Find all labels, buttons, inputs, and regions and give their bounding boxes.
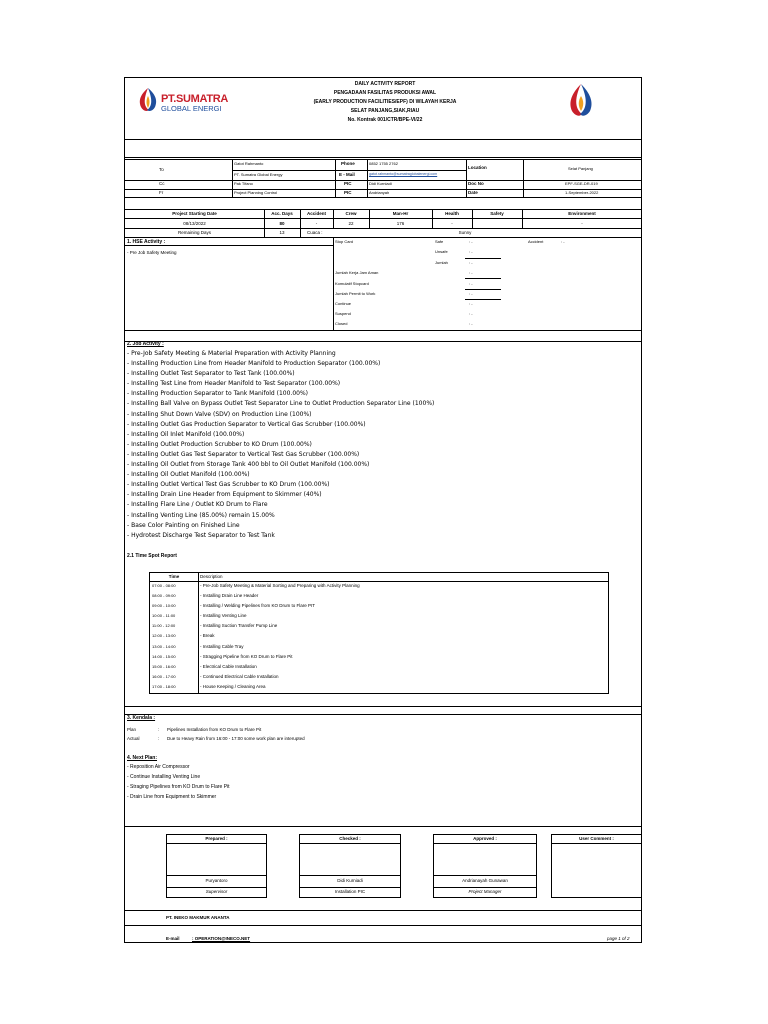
plan-label: Plan (127, 727, 137, 732)
prepared-role: Supervisor (205, 889, 228, 894)
user-comment-header: User Comment : (579, 836, 614, 841)
next-plan-title: 4. Next Plan: (127, 755, 158, 761)
timespot-table (149, 572, 609, 694)
date-value: 1-September-2022 (565, 190, 599, 195)
table-row: 07:00 - 08:00 - Pre-Job Safety Meeting & Material Sorting and Preparing with Activity Planning (152, 583, 360, 588)
accident-value: : - (561, 239, 565, 244)
list-item: - Installing Shut Down Valve (SDV) on Production Line (100%) (127, 410, 312, 418)
list-item: - Installing Flare Line / Outlet KO Drum to Flare (127, 501, 268, 509)
stat-value: : - (469, 291, 473, 296)
hdr-acc-days: Acc. Days (271, 211, 293, 216)
title-line-5: No. Kontrak 001/CTR/BPE-VI/22 (347, 117, 423, 123)
list-item: - Installing Outlet Vertical Test Gas Scrubber to KO Drum (100.00%) (127, 481, 330, 489)
pic-value-2: Andrianyah (369, 190, 390, 195)
unsafe-label: Unsafe (435, 249, 448, 254)
stat-label: Closed (335, 321, 348, 326)
table-row: 14:00 - 15:00 - Stragging Pipeline from KO Drum to Flare Pit (152, 653, 293, 659)
hdr-crew: Crew (345, 211, 357, 216)
location-label: Location (468, 165, 487, 170)
pic-label-1: PIC (344, 181, 352, 186)
cc-value: Pak Tifano (234, 181, 253, 186)
stat-label: Jumlah Permit to Work (335, 291, 376, 296)
prepared-name: Puryantoro (205, 878, 228, 883)
hse-title: 1. HSE Activity : (127, 239, 166, 245)
list-item: - Installing Outlet Gas Test Separator to Vertical Test Gas Scrubber (100.00%) (127, 450, 360, 458)
title-line-1: DAILY ACTIVITY REPORT (354, 81, 416, 87)
desc-header: Description (200, 574, 223, 579)
docno-value: EPF-SGE-DR-019 (565, 181, 598, 186)
remaining-days-label: Remaining Days (177, 230, 211, 235)
table-row: 11:00 - 12:00 - Installing Suction Transfer Pump Line (152, 623, 278, 629)
table-row: 15:00 - 16:00 - Electrical Cable Installation (152, 663, 257, 669)
hse-item: - Pre Job Safety Meeting (127, 250, 177, 255)
list-item: - Base Color Painting on Finished Line (127, 521, 240, 529)
to-value-1: Gatot Rahmanto (234, 161, 264, 166)
list-item: - Installing Ball Valve on Bypass Outlet Test Separator Line to Outlet Production Separator Line (100%) (127, 400, 435, 408)
phone-label: Phone (341, 161, 355, 166)
client-logo-icon (566, 84, 596, 120)
safe-value: : - (469, 239, 473, 244)
date-colon: : (523, 190, 525, 195)
list-item: - Installing Oil Outlet Manifold (100.00%) (127, 471, 250, 479)
docno-label: Doc No (468, 181, 484, 186)
list-item: - Installing Production Separator to Tank Manifold (100.00%) (127, 390, 309, 398)
list-item: - Reposition Air Compressor (127, 764, 190, 770)
list-item: - Installing Venting Line (85.00%) remain 15.00% (127, 511, 275, 519)
hdr-health: Health (445, 211, 459, 216)
plan-value: Pipelines Installation from KO Drum to Flare Pit (167, 727, 262, 732)
unsafe-value: : - (469, 249, 473, 254)
job-title: 2. Job Activity : (127, 341, 164, 347)
stat-label: Continue (335, 301, 352, 306)
title-line-2: PENGADAAN FASILITAS PRODUKSI AWAL (333, 90, 437, 96)
signature-checked (299, 834, 401, 898)
cuaca-label: Cuaca : (307, 230, 323, 235)
val-accident: - (315, 221, 318, 226)
time-header: Time (168, 574, 180, 579)
page-number: page 1 of 2 (607, 936, 630, 941)
footer-email-link[interactable]: : OPERATION@INECO.NET (192, 936, 251, 941)
date-label: Date (468, 190, 478, 195)
fr-value: Project Planning Control (234, 190, 278, 195)
footer-company: PT. INEKO MAKMUR ANANTA (166, 915, 230, 920)
hdr-start-date: Project Starting Date (172, 211, 217, 216)
kendala-title: 3. Kendala : (127, 715, 156, 721)
approved-name: Andrianayah Gunawan (462, 878, 508, 883)
accident-label: Accident (528, 239, 544, 244)
list-item: - Pre-Job Safety Meeting & Material Preparation with Activity Planning (127, 350, 336, 357)
actual-value: Due to Heavy Rain from 16:00 - 17:00 some work plan are interupted (167, 736, 305, 741)
list-item: - Installing Outlet Gas Production Separator to Vertical Gas Scrubber (100.00%) (127, 420, 366, 428)
jumlah-label: Jumlah (435, 260, 448, 265)
list-item: - Installing Oil Inlet Manifold (100.00%) (127, 430, 245, 438)
title-line-4: SELAT PANJANG,SIAK,RIAU (350, 108, 420, 114)
approved-role: Project Manager (468, 889, 502, 894)
plan-colon: : (158, 727, 160, 732)
email-label: E - Mail (339, 172, 355, 177)
val-acc-days: 80 (279, 221, 285, 226)
location-colon: : (523, 165, 525, 170)
remaining-days-value: 13 (279, 230, 285, 235)
list-item: - Installing Oil Outlet from Storage Tank 400 bbl to Oil Outlet Manifold (100.00%) (127, 461, 370, 469)
hdr-accident: Accident (306, 211, 326, 216)
logo-sub: GLOBAL ENERGI (161, 104, 222, 113)
table-row: 09:00 - 10:00 - Installing / Welding Pipelines from KO Drum to Flare PIT (152, 603, 315, 609)
user-comment-box (551, 834, 642, 898)
stat-value: : - (469, 301, 473, 306)
to-label: To (159, 167, 164, 172)
stop-card-label: Stop Card (335, 239, 354, 244)
phone-value: 0852 1755 2762 (369, 161, 398, 166)
stat-value: : - (469, 281, 473, 286)
location-value: Selat Panjang (568, 166, 593, 171)
checked-role: Installation PIC (334, 889, 366, 894)
stat-label: Suspend (335, 311, 351, 316)
report-title-block (255, 81, 515, 126)
list-item: - Installing Outlet Production Scrubber to KO Drum (100.00%) (127, 440, 312, 448)
pic-value-1: Didi Kurniadi (369, 181, 392, 186)
hdr-safety: Safety (490, 211, 504, 216)
list-item: - Drain Line from Equipment to Skimmer (127, 794, 217, 800)
timespot-title: 2.1 Time Spot Report (127, 553, 177, 559)
table-row: 13:00 - 14:00 - Installing Cable Tray (152, 643, 244, 649)
email-link[interactable]: gatot.rahmanto@sumatraglobalenergi.com (369, 172, 438, 176)
cc-label: Cc (159, 181, 165, 186)
to-value-2: PT. Sumatra Global Energy (234, 172, 283, 177)
list-item: - Installing Outlet Test Separator to Test Tank (100.00%) (127, 370, 295, 378)
signature-prepared (166, 834, 267, 898)
stat-label: Jumlah Kerja Jam Aman (335, 270, 379, 275)
table-row: 10:00 - 11:00 - Installing Venting Line (152, 613, 247, 619)
weather-value: Sunny (458, 230, 472, 235)
safe-label: Safe (435, 239, 444, 244)
checked-name: Didi Kurniadi (337, 878, 363, 883)
timespot-rows (150, 583, 608, 694)
approved-header: Approved : (473, 836, 497, 841)
hdr-environment: Environment (568, 211, 596, 216)
next-plan-list (127, 764, 527, 804)
checked-header: Checked : (339, 836, 361, 841)
docno-colon: : (523, 181, 525, 186)
footer-email-label: E-mail (166, 936, 180, 941)
actual-label: Actual (127, 736, 140, 741)
val-man-hr: 176 (396, 221, 405, 226)
prepared-header: Prepared : (205, 836, 228, 841)
stat-value: : - (469, 321, 473, 326)
table-row: 08:00 - 09:00 - Installing Drain Line Header (152, 593, 259, 599)
actual-colon: : (158, 736, 160, 741)
list-item: - Hydrotest Discharge Test Separator to Test Tank (127, 531, 275, 539)
stat-value: : - (469, 311, 473, 316)
list-item: - Installing Test Line from Header Manifold to Test Separator (100.00%) (127, 380, 341, 388)
list-item: - Straging Pipelines from KO Drum to Flare Pit (127, 784, 230, 790)
title-line-3: (EARLY PRODUCTION FACILITIES/EPF) DI WILAYAH KERJA (313, 99, 457, 105)
stat-value: : - (469, 270, 473, 275)
val-health: - (451, 221, 453, 226)
table-row: 16:00 - 17:00 - Continued Electrical Cable Installation (152, 673, 279, 679)
hdr-man-hr: Man-Hr (392, 211, 409, 216)
list-item: - Installing Drain Line Header from Equipment to Skimmer (40%) (127, 491, 322, 499)
signature-approved (433, 834, 537, 898)
company-logo (137, 86, 229, 118)
val-environment: - (581, 221, 583, 226)
jumlah-value: : - (469, 260, 473, 265)
val-start-date: 08/13/2022 (183, 221, 206, 226)
fr-label: Fr (159, 190, 164, 195)
pic-label-2: PIC (344, 190, 352, 195)
daily-activity-report (124, 77, 642, 943)
table-row: 17:00 - 18:00 - House Keeping / Cleaning Area (152, 683, 266, 689)
sumatra-logo-icon (137, 88, 159, 114)
table-row: 12:00 - 13:00 - Break (152, 633, 215, 639)
list-item: - Continue Installing Venting Line (127, 774, 201, 780)
list-item: - Installing Production Line from Header Manifold to Production Separator (100.00%) (127, 360, 381, 368)
stat-label: Komulatif Stopcard (335, 281, 369, 286)
logo-name: PT.SUMATRA (161, 93, 229, 105)
job-list (127, 350, 637, 542)
val-crew: 22 (348, 221, 354, 226)
